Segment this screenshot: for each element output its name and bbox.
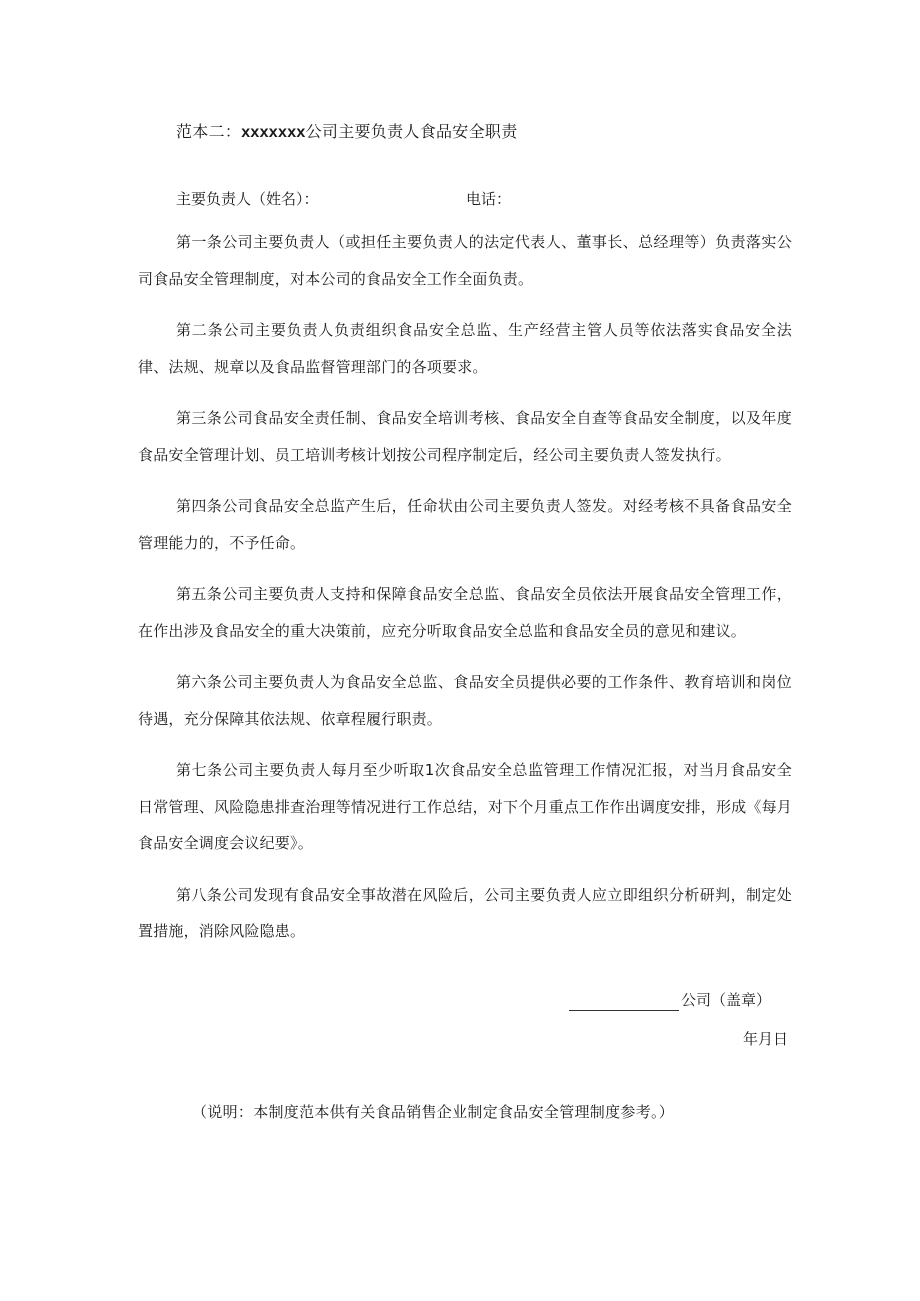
document-title bbox=[176, 120, 518, 145]
responsible-phone-label: 电话： bbox=[466, 190, 512, 208]
title-suffix: 公司主要负责人食品安全职责 bbox=[305, 122, 518, 141]
company-placeholder: xxxxxxx bbox=[241, 124, 306, 141]
seal-text: 公司（盖章） bbox=[680, 991, 771, 1009]
article-1: 第一条公司主要负责人（或担任主要负责人的法定代表人、董事长、总经理等）负责落实公司食品安全管理制度，对本公司的食品安全工作全面负责。 bbox=[138, 233, 792, 288]
company-name-blank bbox=[569, 994, 679, 1011]
articles-body bbox=[138, 224, 792, 965]
date-line: 年月日 bbox=[742, 1030, 788, 1048]
company-seal-line bbox=[569, 989, 771, 1011]
article-3: 第三条公司食品安全责任制、食品安全培训考核、食品安全自查等食品安全制度，以及年度食品安全管理计划、员工培训考核计划按公司程序制定后，经公司主要负责人签发执行。 bbox=[138, 409, 792, 464]
title-prefix: 范本二： bbox=[176, 122, 242, 141]
article-8: 第八条公司发现有食品安全事故潜在风险后，公司主要负责人应立即组织分析研判，制定处置措施，消除风险隐患。 bbox=[138, 885, 792, 940]
document-note: （说明：本制度范本供有关食品销售企业制定食品安全管理制度参考。） bbox=[192, 1103, 675, 1121]
article-5: 第五条公司主要负责人支持和保障食品安全总监、食品安全员依法开展食品安全管理工作，在作出涉及食品安全的重大决策前，应充分听取食品安全总监和食品安全员的意见和建议。 bbox=[138, 585, 792, 640]
article-4: 第四条公司食品安全总监产生后，任命状由公司主要负责人签发。对经考核不具备食品安全管理能力的，不予任命。 bbox=[138, 497, 792, 552]
article-6: 第六条公司主要负责人为食品安全总监、食品安全员提供必要的工作条件、教育培训和岗位待遇，充分保障其依法规、依章程履行职责。 bbox=[138, 673, 792, 728]
responsible-name-label: 主要负责人（姓名）： bbox=[176, 190, 319, 208]
article-2: 第二条公司主要负责人负责组织食品安全总监、生产经营主管人员等依法落实食品安全法律、法规、规章以及食品监督管理部门的各项要求。 bbox=[138, 321, 792, 376]
article-7: 第七条公司主要负责人每月至少听取1次食品安全总监管理工作情况汇报，对当月食品安全日常管理、风险隐患排查治理等情况进行工作总结，对下个月重点工作作出调度安排，形成《每月食品安全调度会议纪要》。 bbox=[138, 761, 792, 852]
